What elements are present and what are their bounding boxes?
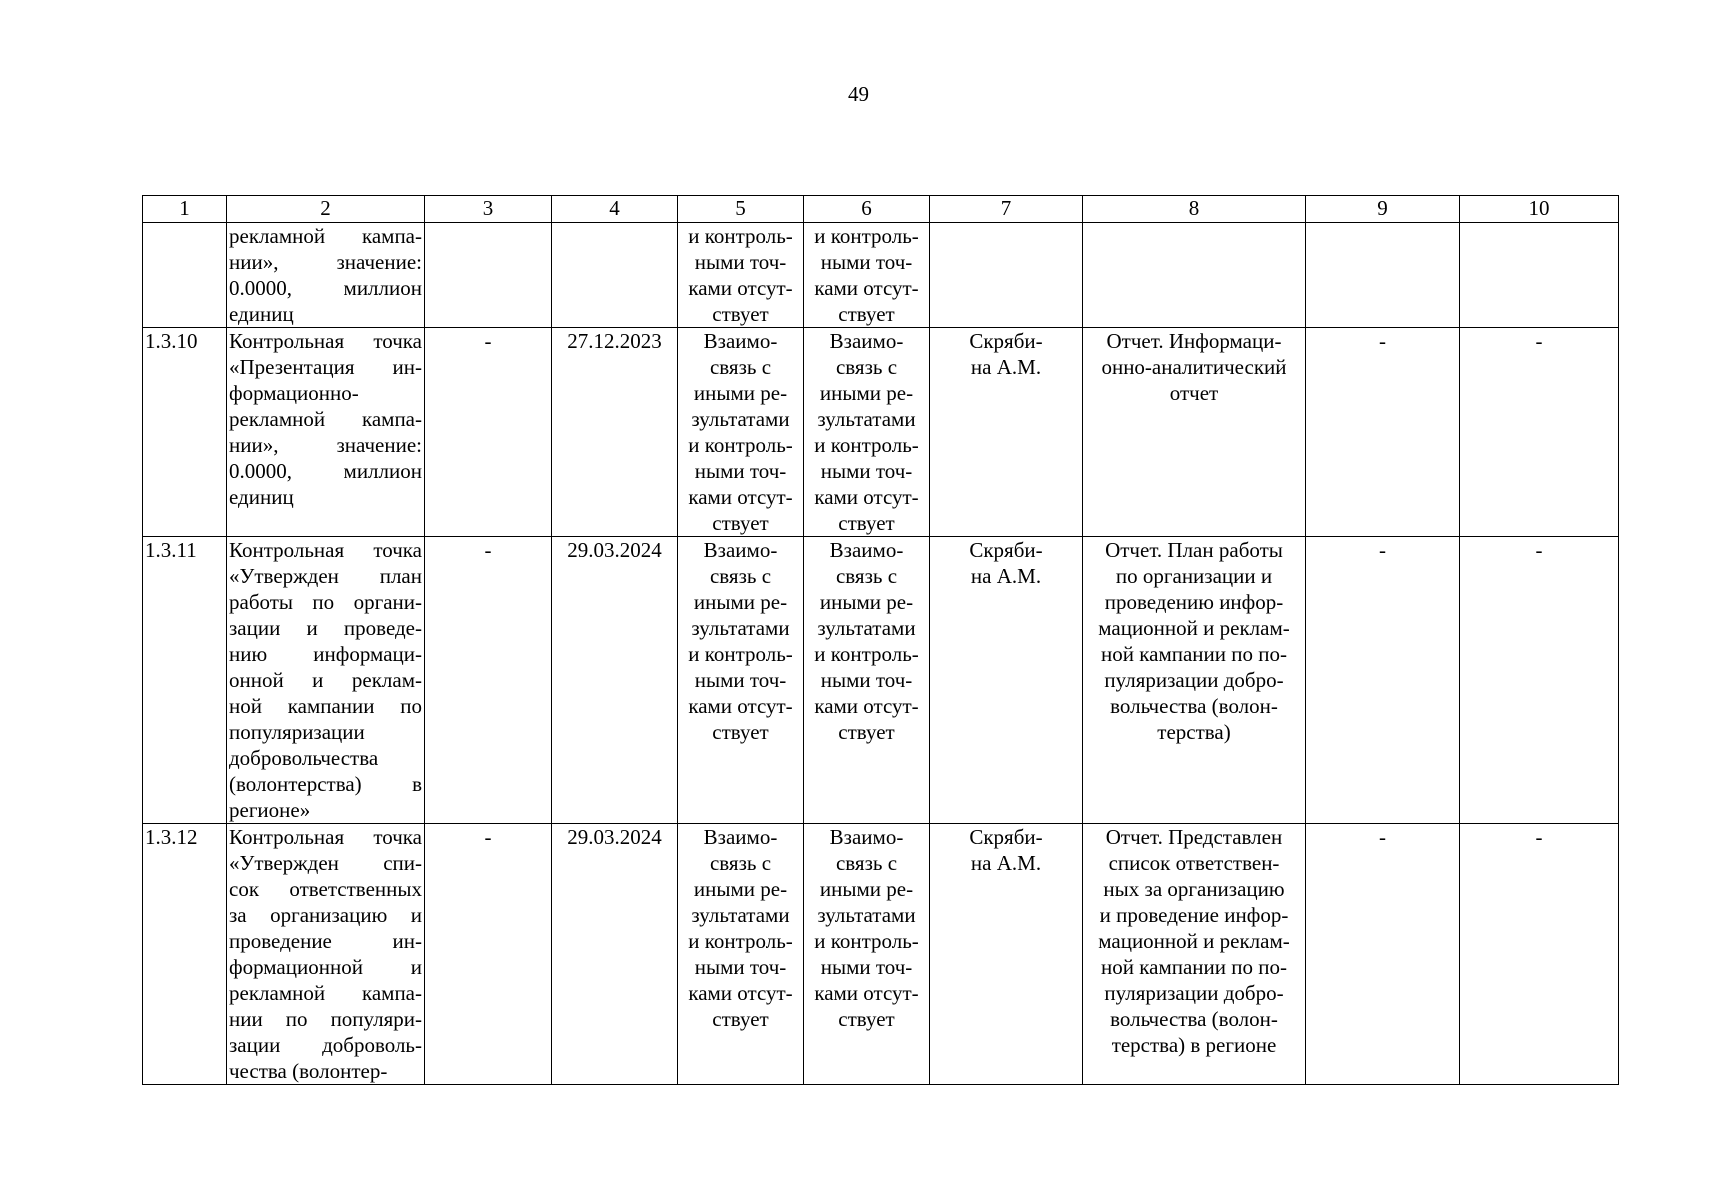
relation-cell-line: и контроль- [814, 224, 919, 248]
column-10-cell: - [1460, 537, 1619, 824]
control-point-description-line: рекламной кампа- [229, 981, 422, 1005]
result-cell-line: вольчества (волон- [1110, 694, 1278, 718]
relation-cell-line: ными точ- [694, 668, 787, 692]
control-point-description-line: рекламной кампа- [229, 224, 422, 248]
result-cell-line: ных за организацию [1103, 877, 1285, 901]
relation-cell-line: ками отсут- [688, 694, 793, 718]
result-cell-line: Отчет. Информаци- [1106, 329, 1282, 353]
relation-cell-line: Взаимо- [703, 329, 778, 353]
relation-cell-line: зультатами [817, 407, 916, 431]
result-cell-line: ной кампании по по- [1101, 955, 1287, 979]
control-point-description-line: (волонтерства) в [229, 772, 422, 796]
responsible-cell-line: на А.М. [970, 355, 1042, 379]
header-cell: 4 [552, 196, 678, 223]
relation-cell [678, 537, 804, 824]
row-number: 1.3.10 [143, 328, 227, 537]
result-cell [1083, 223, 1306, 328]
control-point-description-line: Контрольная точка [229, 329, 422, 353]
relation-cell-line: зультатами [817, 903, 916, 927]
control-point-description-line: работы по органи- [229, 590, 422, 614]
relation-cell-line: зультатами [817, 616, 916, 640]
control-point-description-line: рекламной кампа- [229, 407, 422, 431]
date-cell: 29.03.2024 [552, 537, 678, 824]
result-cell-line: список ответствен- [1108, 851, 1280, 875]
relation-cell-line: ствует [712, 511, 769, 535]
control-point-description [227, 328, 425, 537]
relation-cell-line: и контроль- [814, 929, 919, 953]
relation-cell-line: ками отсут- [688, 485, 793, 509]
relation-cell-line: ками отсут- [814, 276, 919, 300]
result-cell-line: ной кампании по по- [1101, 642, 1287, 666]
control-point-description-line: нии», значение: [229, 250, 422, 274]
result-cell-line: отчет [1169, 381, 1219, 405]
table-row [143, 328, 1619, 537]
result-cell [1083, 537, 1306, 824]
relation-cell-line: иными ре- [693, 877, 788, 901]
control-point-description-line: зации доброволь- [229, 1033, 422, 1057]
control-point-description-line: Контрольная точка [229, 538, 422, 562]
result-cell-line: по организации и [1115, 564, 1273, 588]
header-cell: 10 [1460, 196, 1619, 223]
result-cell-line: мационной и реклам- [1098, 929, 1290, 953]
relation-cell-line: ными точ- [820, 250, 913, 274]
result-cell-line: Отчет. План работы [1105, 538, 1283, 562]
relation-cell [804, 537, 930, 824]
relation-cell-line: ными точ- [820, 955, 913, 979]
relation-cell-line: ствует [838, 302, 895, 326]
relation-cell-line: иными ре- [693, 381, 788, 405]
responsible-cell-line: на А.М. [970, 564, 1042, 588]
control-point-description-line: сок ответственных [229, 877, 422, 901]
relation-cell-line: ствует [712, 302, 769, 326]
predecessor-cell [425, 223, 552, 328]
column-10-cell: - [1460, 824, 1619, 1085]
relation-cell-line: ствует [712, 720, 769, 744]
responsible-cell [930, 537, 1083, 824]
row-number [143, 223, 227, 328]
row-number: 1.3.11 [143, 537, 227, 824]
control-point-description-line: «Презентация ин- [229, 355, 422, 379]
control-point-description-line: нии», значение: [229, 433, 422, 457]
result-cell-line: вольчества (волон- [1110, 1007, 1278, 1031]
header-cell: 9 [1306, 196, 1460, 223]
control-point-description-line: за организацию и [229, 903, 422, 927]
relation-cell-line: Взаимо- [829, 825, 904, 849]
control-point-description-line: регионе» [229, 798, 311, 822]
relation-cell-line: связь с [709, 851, 772, 875]
page-number: 49 [848, 82, 869, 106]
relation-cell-line: связь с [709, 564, 772, 588]
responsible-cell-line: Скряби- [969, 538, 1043, 562]
relation-cell-line: ствует [838, 1007, 895, 1031]
relation-cell-line: зультатами [691, 616, 790, 640]
table-row [143, 537, 1619, 824]
control-point-description-line: формационной и [229, 955, 422, 979]
result-cell-line: терства) в регионе [1111, 1033, 1277, 1057]
responsible-cell-line: Скряби- [969, 825, 1043, 849]
date-cell: 27.12.2023 [552, 328, 678, 537]
table-row [143, 824, 1619, 1085]
header-cell: 7 [930, 196, 1083, 223]
relation-cell-line: ными точ- [820, 668, 913, 692]
control-point-description-line: 0.0000, миллион [229, 276, 422, 300]
responsible-cell [930, 328, 1083, 537]
control-point-description-line: формационно- [229, 381, 359, 405]
relation-cell-line: связь с [709, 355, 772, 379]
predecessor-cell: - [425, 824, 552, 1085]
relation-cell-line: и контроль- [814, 433, 919, 457]
result-cell-line: пуляризации добро- [1104, 981, 1284, 1005]
column-9-cell: - [1306, 328, 1460, 537]
relation-cell-line: и контроль- [688, 642, 793, 666]
responsible-cell [930, 223, 1083, 328]
relation-cell-line: и контроль- [688, 433, 793, 457]
control-point-description-line: единиц [229, 485, 294, 509]
result-cell-line: онно-аналитический [1101, 355, 1287, 379]
relation-cell [804, 328, 930, 537]
control-point-description-line: популяризации [229, 720, 365, 744]
header-cell: 8 [1083, 196, 1306, 223]
control-point-description [227, 223, 425, 328]
relation-cell [678, 824, 804, 1085]
control-point-description-line: нию информаци- [229, 642, 422, 666]
control-point-description-line: 0.0000, миллион [229, 459, 422, 483]
relation-cell-line: ными точ- [694, 250, 787, 274]
control-point-description-line: добровольчества [229, 746, 379, 770]
date-cell [552, 223, 678, 328]
control-point-description [227, 537, 425, 824]
column-9-cell: - [1306, 537, 1460, 824]
relation-cell-line: ными точ- [820, 459, 913, 483]
control-point-description-line: единиц [229, 302, 294, 326]
relation-cell-line: Взаимо- [703, 538, 778, 562]
relation-cell-line: иными ре- [819, 590, 914, 614]
relation-cell [804, 223, 930, 328]
relation-cell-line: ками отсут- [688, 276, 793, 300]
column-10-cell [1460, 223, 1619, 328]
result-cell-line: мационной и реклам- [1098, 616, 1290, 640]
relation-cell-line: зультатами [691, 903, 790, 927]
header-cell: 2 [227, 196, 425, 223]
table-body [143, 223, 1619, 1085]
result-cell [1083, 824, 1306, 1085]
relation-cell-line: иными ре- [819, 381, 914, 405]
predecessor-cell: - [425, 328, 552, 537]
responsible-cell-line: Скряби- [969, 329, 1043, 353]
result-cell-line: пуляризации добро- [1104, 668, 1284, 692]
control-point-description-line: зации и проведе- [229, 616, 422, 640]
relation-cell-line: связь с [835, 851, 898, 875]
column-10-cell: - [1460, 328, 1619, 537]
relation-cell-line: ками отсут- [814, 694, 919, 718]
control-point-description-line: «Утвержден спи- [229, 851, 422, 875]
date-cell: 29.03.2024 [552, 824, 678, 1085]
result-cell-line: терства) [1157, 720, 1231, 744]
relation-cell-line: ками отсут- [688, 981, 793, 1005]
relation-cell [678, 328, 804, 537]
control-points-table [142, 195, 1619, 1085]
relation-cell-line: Взаимо- [829, 538, 904, 562]
control-point-description-line: нии по популяри- [229, 1007, 422, 1031]
control-point-description-line: проведение ин- [229, 929, 422, 953]
control-point-description-line: чества (волонтер- [229, 1059, 388, 1083]
relation-cell-line: ствует [712, 1007, 769, 1031]
row-number: 1.3.12 [143, 824, 227, 1085]
result-cell-line: проведению инфор- [1104, 590, 1284, 614]
control-point-description-line: ной кампании по [229, 694, 422, 718]
result-cell [1083, 328, 1306, 537]
column-9-cell: - [1306, 824, 1460, 1085]
relation-cell [804, 824, 930, 1085]
relation-cell-line: Взаимо- [829, 329, 904, 353]
control-point-description-line: «Утвержден план [229, 564, 422, 588]
column-9-cell [1306, 223, 1460, 328]
header-cell: 1 [143, 196, 227, 223]
relation-cell-line: ствует [838, 511, 895, 535]
responsible-cell-line: на А.М. [970, 851, 1042, 875]
responsible-cell [930, 824, 1083, 1085]
header-cell: 6 [804, 196, 930, 223]
relation-cell-line: зультатами [691, 407, 790, 431]
relation-cell [678, 223, 804, 328]
relation-cell-line: связь с [835, 355, 898, 379]
relation-cell-line: ными точ- [694, 955, 787, 979]
header-cell: 3 [425, 196, 552, 223]
relation-cell-line: иными ре- [693, 590, 788, 614]
relation-cell-line: Взаимо- [703, 825, 778, 849]
relation-cell-line: ками отсут- [814, 485, 919, 509]
relation-cell-line: ными точ- [694, 459, 787, 483]
result-cell-line: Отчет. Представлен [1105, 825, 1283, 849]
relation-cell-line: ками отсут- [814, 981, 919, 1005]
header-row [143, 196, 1619, 223]
header-cell: 5 [678, 196, 804, 223]
predecessor-cell: - [425, 537, 552, 824]
table-row [143, 223, 1619, 328]
result-cell-line: и проведение инфор- [1099, 903, 1289, 927]
control-point-description-line: Контрольная точка [229, 825, 422, 849]
relation-cell-line: иными ре- [819, 877, 914, 901]
relation-cell-line: и контроль- [688, 929, 793, 953]
relation-cell-line: ствует [838, 720, 895, 744]
control-point-description [227, 824, 425, 1085]
control-point-description-line: онной и реклам- [229, 668, 422, 692]
relation-cell-line: и контроль- [814, 642, 919, 666]
relation-cell-line: связь с [835, 564, 898, 588]
relation-cell-line: и контроль- [688, 224, 793, 248]
